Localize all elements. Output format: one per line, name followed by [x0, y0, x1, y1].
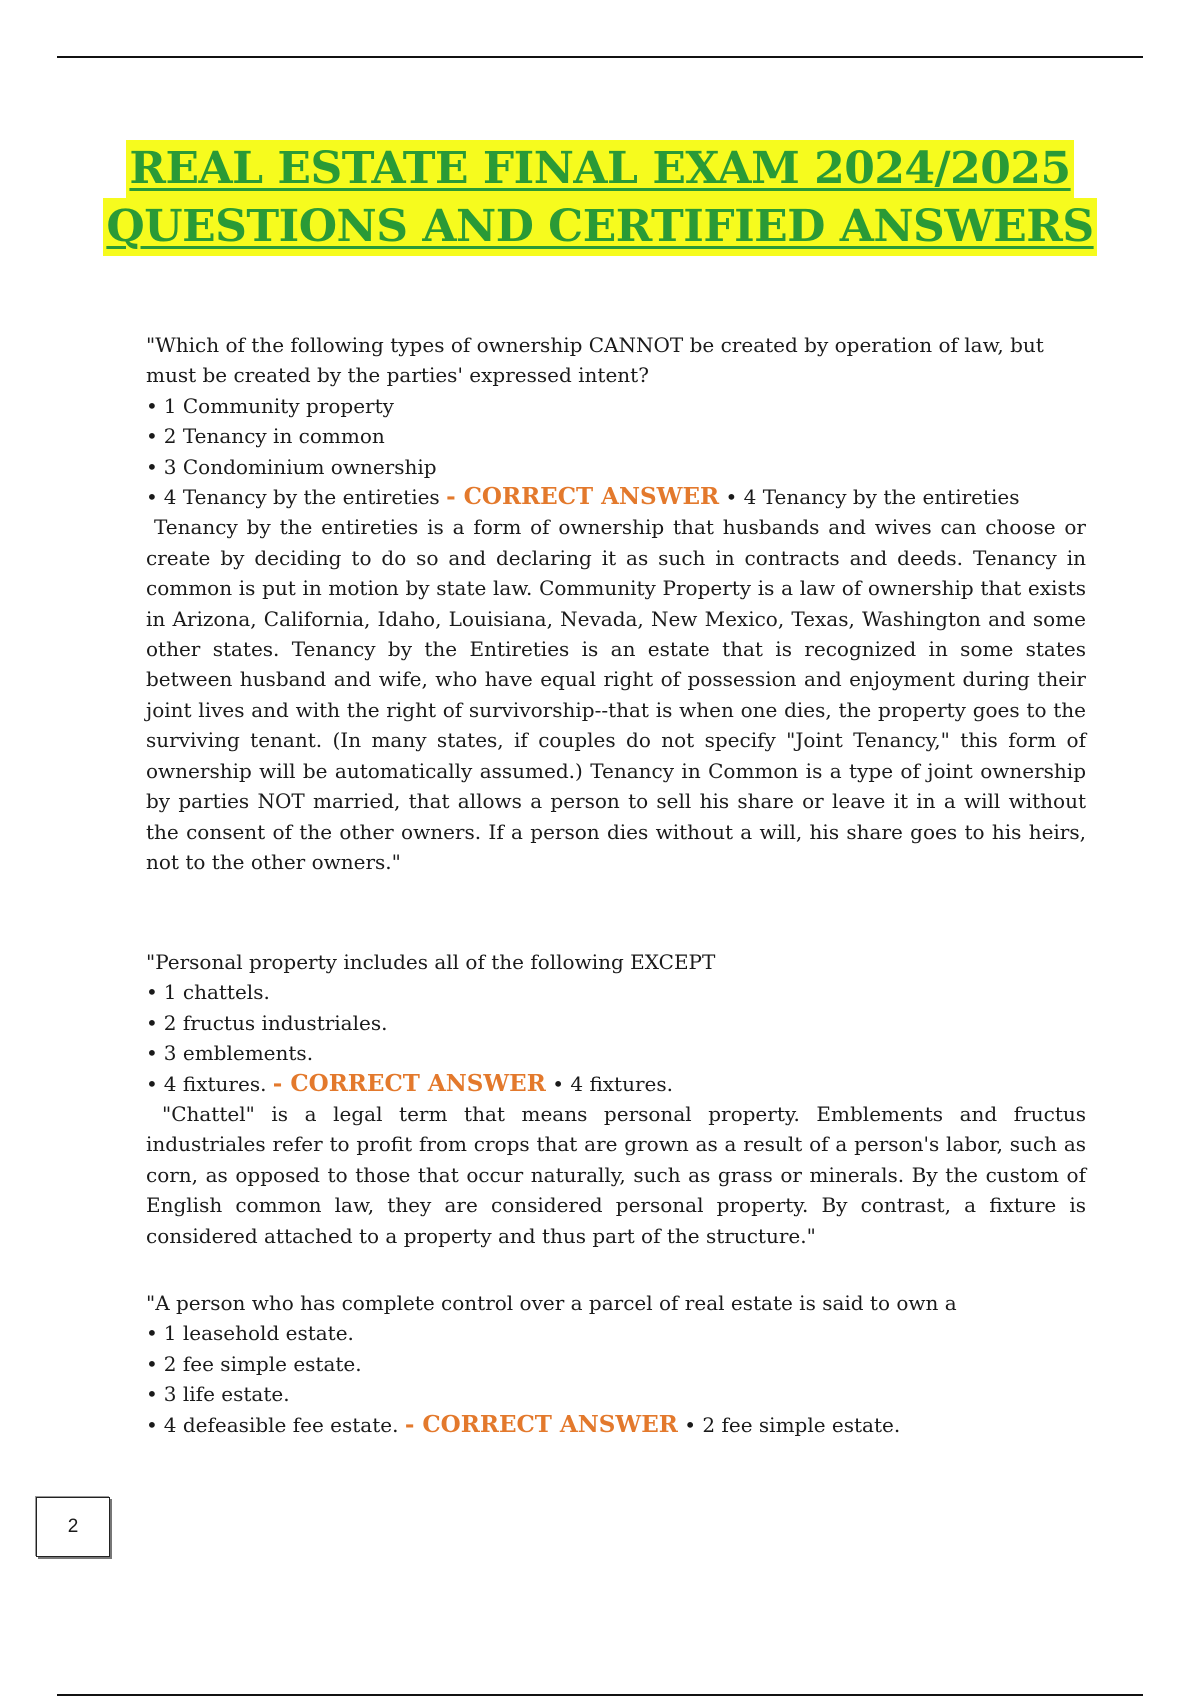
correct-answer-tag: - CORRECT ANSWER [404, 1410, 678, 1438]
answer-option-with-correct: • 4 fixtures. - CORRECT ANSWER • 4 fixtures. [146, 1069, 673, 1097]
page-number: 2 [36, 1497, 110, 1557]
answer-option: • 1 chattels. [146, 980, 270, 1005]
bullet-icon: • [146, 1010, 158, 1035]
answer-option-with-correct: • 4 defeasible fee estate. - CORRECT ANSWER • 2 fee simple estate. [146, 1410, 901, 1438]
top-rule [57, 56, 1143, 58]
question-text: "Personal property includes all of the following EXCEPT [146, 950, 716, 974]
question-text: "A person who has complete control over a parcel of real estate is said to own a [146, 1291, 957, 1315]
answer-option: • 1 leasehold estate. [146, 1321, 354, 1346]
answer-option: • 3 emblements. [146, 1041, 314, 1066]
question-block-2 [146, 947, 1086, 1251]
correct-answer-value: • 4 fixtures. [552, 1071, 673, 1096]
bullet-icon: • [146, 980, 158, 1005]
bullet-icon: • [146, 1041, 158, 1066]
answer-explanation: Tenancy by the entireties is a form of ownership that husbands and wives can choose or create by deciding to do so and declaring it as such in contracts and deeds. Tenancy in common is put in motion by state law. Community Property is a law of ownership that exists in Arizona, California, Idaho, Louisiana, Nevada, New Mexico, Texas, Washington and some other states. Tenancy by the Entireties is an estate that is recognized in some states between husband and wife, who have equal right of possession and enjoyment during their joint lives and with the right of survivorship--that is when one dies, the property goes to the surviving tenant. (In many states, if couples do not specify "Joint Tenancy," this form of ownership will be automatically assumed.) Tenancy in Common is a type of joint ownership by parties NOT married, that allows a person to sell his share or leave it in a will without the consent of the other owners. If a person dies without a will, his share goes to his heirs, not to the other owners." [146, 515, 1086, 874]
question-block-1 [146, 330, 1086, 877]
answer-option: • 1 Community property [146, 393, 394, 418]
bottom-rule [57, 1694, 1143, 1696]
correct-answer-tag: - CORRECT ANSWER [446, 483, 720, 511]
title-line-2: QUESTIONS AND CERTIFIED ANSWERS [103, 198, 1096, 256]
answer-option: • 2 Tenancy in common [146, 424, 385, 449]
answer-option: • 2 fructus industriales. [146, 1010, 388, 1035]
bullet-icon: • [146, 1412, 158, 1437]
bullet-icon: • [146, 454, 158, 479]
document-title [0, 140, 1200, 256]
correct-answer-value: • 4 Tenancy by the entireties [725, 485, 1020, 510]
correct-answer-tag: - CORRECT ANSWER [272, 1069, 546, 1097]
bullet-icon: • [146, 1382, 158, 1407]
bullet-icon: • [146, 1071, 158, 1096]
bullet-icon: • [146, 1321, 158, 1346]
correct-answer-value: • 2 fee simple estate. [684, 1412, 901, 1437]
answer-option: • 3 life estate. [146, 1382, 290, 1407]
answer-option: • 3 Condominium ownership [146, 454, 437, 479]
bullet-icon: • [146, 393, 158, 418]
question-block-3 [146, 1288, 1086, 1440]
title-line-1: REAL ESTATE FINAL EXAM 2024/2025 [126, 140, 1073, 198]
question-text: "Which of the following types of ownership CANNOT be created by operation of law, but must be created by the parties' expressed intent? [146, 333, 1044, 388]
bullet-icon: • [146, 1351, 158, 1376]
bullet-icon: • [146, 424, 158, 449]
answer-explanation: "Chattel" is a legal term that means personal property. Emblements and fructus industriales refer to profit from crops that are grown as a result of a person's labor, such as corn, as opposed to those that occur naturally, such as grass or minerals. By the custom of English common law, they are considered personal property. By contrast, a fixture is considered attached to a property and thus part of the structure." [146, 1102, 1086, 1248]
answer-option: • 2 fee simple estate. [146, 1351, 362, 1376]
answer-option-with-correct: • 4 Tenancy by the entireties - CORRECT ANSWER • 4 Tenancy by the entireties [146, 483, 1020, 511]
bullet-icon: • [146, 485, 158, 510]
